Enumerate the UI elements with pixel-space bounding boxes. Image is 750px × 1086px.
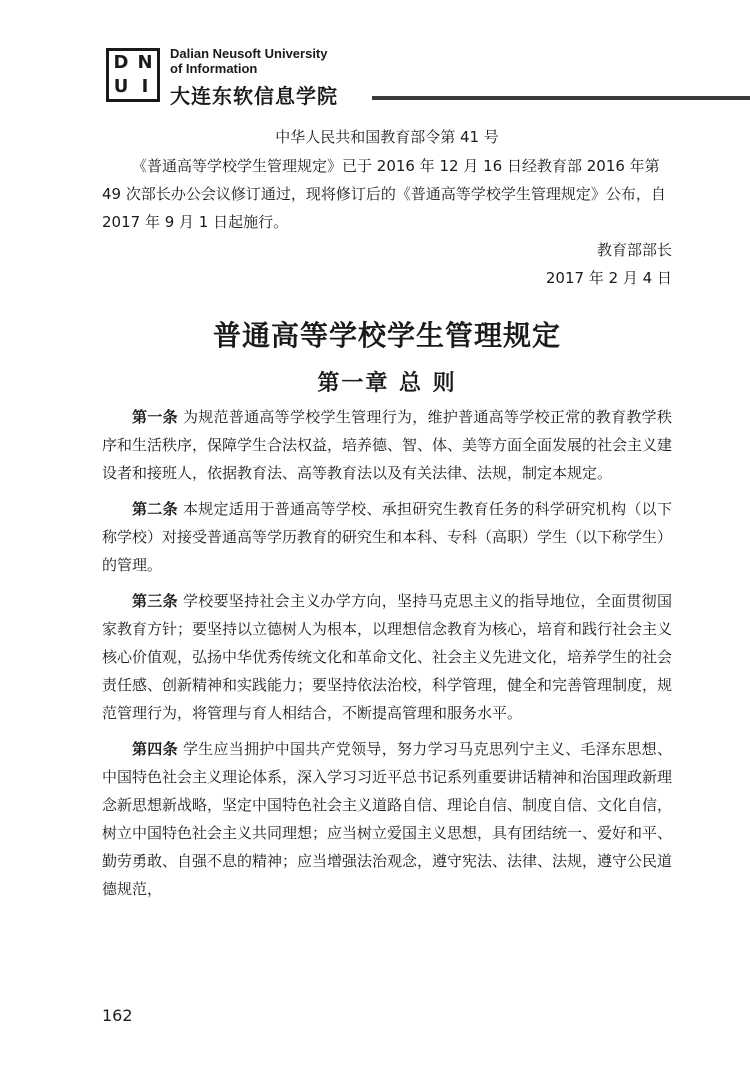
university-name-en-line2: of Information <box>170 61 258 76</box>
logo-letter: N <box>137 52 153 73</box>
article-label: 第二条 <box>132 500 178 518</box>
page-number: 162 <box>102 1006 133 1025</box>
article-4 <box>102 735 672 903</box>
article-text: 学校要坚持社会主义办学方向，坚持马克思主义的指导地位，全面贯彻国家教育方针；要坚持以立德树人为根本，以理想信念教育为核心，培育和践行社会主义核心价值观，弘扬中华优秀传统文化和革命文化、社会主义先进文化，培养学生的社会责任感、创新精神和实践能力；要坚持依法治校，科学管理，健全和完善管理制度，规范管理行为，将管理与育人相结合，不断提高管理和服务水平。 <box>102 592 673 722</box>
article-text: 为规范普通高等学校学生管理行为，维护普通高等学校正常的教育教学秩序和生活秩序，保障学生合法权益，培养德、智、体、美等方面全面发展的社会主义建设者和接班人，依据教育法、高等教育法以及有关法律、法规，制定本规定。 <box>102 408 673 482</box>
article-text: 学生应当拥护中国共产党领导，努力学习马克思列宁主义、毛泽东思想、中国特色社会主义理论体系，深入学习习近平总书记系列重要讲话精神和治国理政新理念新思想新战略，坚定中国特色社会主义道路自信、理论自信、制度自信、文化自信，树立中国特色社会主义共同理想；应当树立爱国主义思想，具有团结统一、爱好和平、勤劳勇敢、自强不息的精神；应当增强法治观念，遵守宪法、法律、法规，遵守公民道德规范， <box>102 740 673 898</box>
logo-letter: D <box>113 52 129 73</box>
document-title: 普通高等学校学生管理规定 <box>212 319 561 352</box>
header-divider <box>372 96 750 100</box>
article-3 <box>102 587 672 727</box>
article-2 <box>102 495 672 579</box>
decree-signer: 教育部部长 <box>596 241 672 259</box>
article-label: 第一条 <box>132 408 178 426</box>
page-content <box>102 126 672 911</box>
logo-letter: U <box>113 76 129 97</box>
university-logo-mark <box>106 48 160 102</box>
article-1 <box>102 403 672 487</box>
university-name-en <box>170 46 328 76</box>
university-name-en-line1: Dalian Neusoft University <box>170 46 328 61</box>
decree-body: 《普通高等学校学生管理规定》已于 2016 年 12 月 16 日经教育部 2016 年第 49 次部长办公会议修订通过，现将修订后的《普通高等学校学生管理规定》公布，自 2017 年 9 月 1 日起施行。 <box>102 157 666 231</box>
article-text: 本规定适用于普通高等学校、承担研究生教育任务的科学研究机构（以下称学校）对接受普通高等学历教育的研究生和本科、专科（高职）学生（以下称学生）的管理。 <box>102 500 673 574</box>
decree-number: 中华人民共和国教育部令第 41 号 <box>275 128 499 146</box>
article-label: 第四条 <box>132 740 178 758</box>
logo-letter: I <box>141 76 149 97</box>
article-label: 第三条 <box>132 592 178 610</box>
university-name-cn: 大连东软信息学院 <box>170 84 338 108</box>
chapter-title: 第一章 总 则 <box>317 370 457 396</box>
decree-date: 2017 年 2 月 4 日 <box>545 269 672 287</box>
